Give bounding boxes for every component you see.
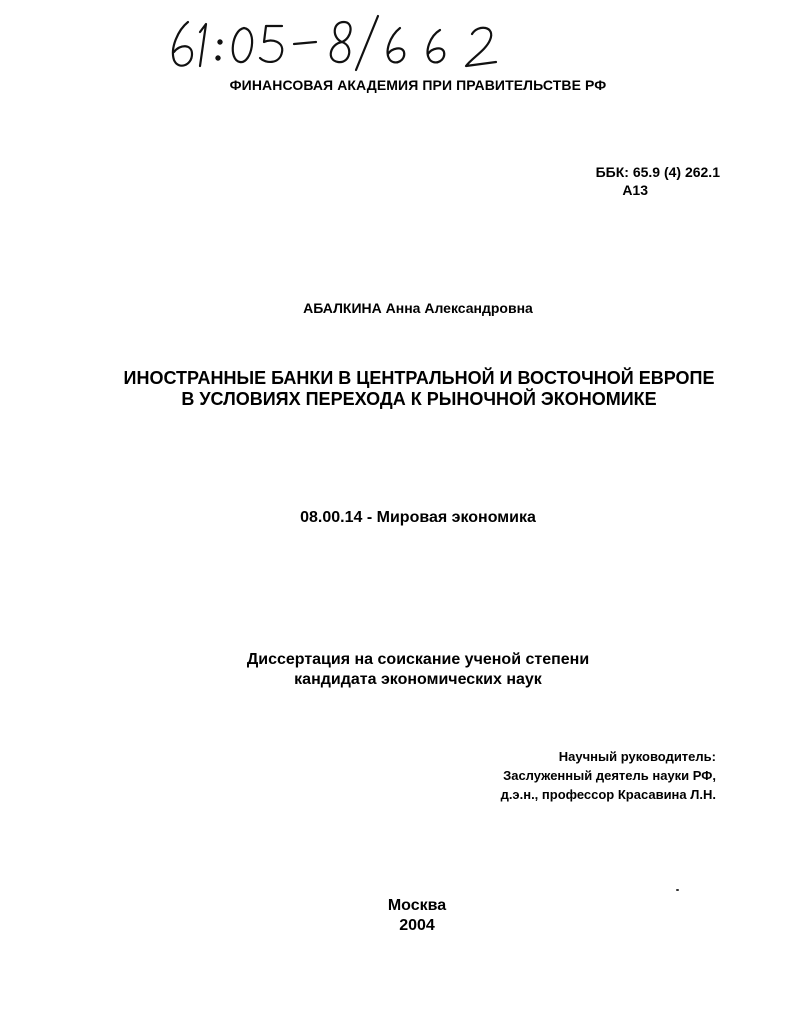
supervisor-name: д.э.н., профессор Красавина Л.Н. <box>500 787 716 802</box>
specialty-code: 08.00.14 - Мировая экономика <box>300 509 536 526</box>
year: 2004 <box>399 917 435 934</box>
degree-line-1: Диссертация на соискание ученой степени <box>246 651 590 668</box>
author-name <box>180 300 656 316</box>
dissertation-title <box>60 368 778 410</box>
title-line-1: ИНОСТРАННЫЕ БАНКИ В ЦЕНТРАЛЬНОЙ И ВОСТОЧНОЙ ЕВРОПЕ <box>123 368 715 388</box>
title-line-2: В УСЛОВИЯХ ПЕРЕХОДА К РЫНОЧНОЙ ЭКОНОМИКЕ <box>181 389 657 409</box>
supervisor-label: Научный руководитель: <box>558 749 716 764</box>
author-given-names: Анна Александровна <box>385 300 533 316</box>
degree-line-2: кандидата экономических наук <box>294 671 542 688</box>
author-surname: АБАЛКИНА <box>303 300 382 316</box>
place-and-year <box>320 896 514 936</box>
supervisor-title: Заслуженный деятель науки РФ, <box>503 768 716 783</box>
bbk-index: ББК: 65.9 (4) 262.1 <box>595 164 720 180</box>
handwritten-archive-number <box>160 8 520 74</box>
degree-statement <box>160 650 676 690</box>
supervisor-block <box>420 747 716 804</box>
bbk-code: А13 <box>622 182 648 198</box>
scan-speck <box>676 889 679 891</box>
institution-name: ФИНАНСОВАЯ АКАДЕМИЯ ПРИ ПРАВИТЕЛЬСТВЕ РФ <box>229 77 607 93</box>
city: Москва <box>387 897 447 914</box>
